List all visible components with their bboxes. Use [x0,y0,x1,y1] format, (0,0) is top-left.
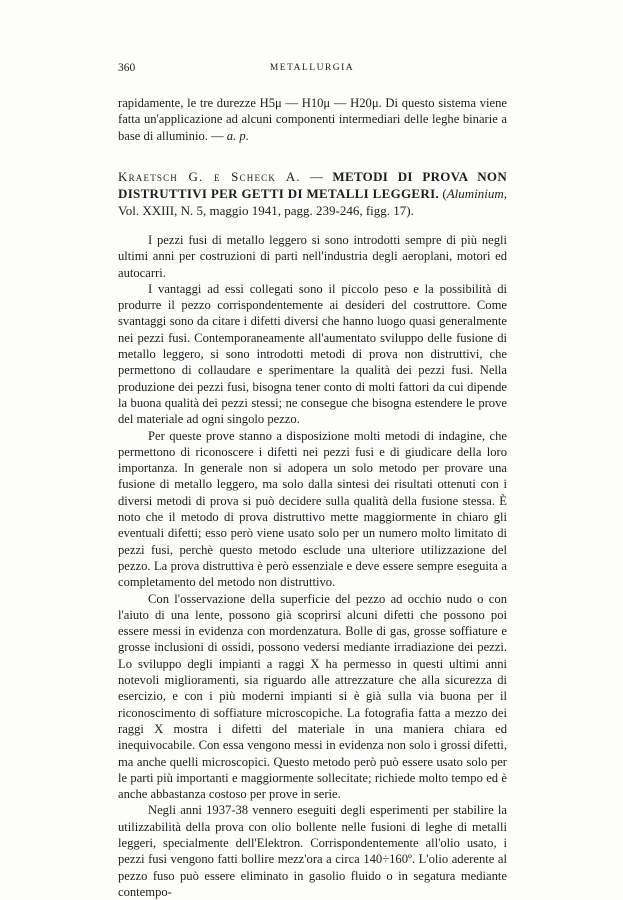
source-journal: Aluminium, [446,186,507,201]
paragraph: Con l'osservazione della superficie del pezzo ad occhio nudo o con l'aiuto di una lente, possono già scoprirsi alcuni difetti che possono poi essere messi in evidenza con mordenzatura. Bolle di gas, grosse soffiature e grosse inclusioni di ossidi, possono vedersi mediante irradiazione dei pezzi. Lo sviluppo degli impianti a raggi X ha permesso in questi ultimi anni notevoli miglioramenti, sia riguardo alle attrezzature che alla sicurezza di esercizio, e con i più moderni impianti si è già sulla via buona per il riconoscimento di soffiature microscopiche. La fotografia fatta a mezzo dei raggi X mostra i difetti del materiale in una maniera chiara ed inequivocabile. Con essa vengono messi in evidenza non solo i grossi difetti, ma anche quelli microscopici. Questo metodo però può essere usato solo per le parti più importanti e maggiormente sollecitate; richiede molto tempo ed è anche abbastanza costoso per prove in serie. [118,591,507,802]
paragraph: I pezzi fusi di metallo leggero si sono introdotti sempre di più negli ultimi anni per costruzioni di parti nell'industria degli aeroplani, motori ed autocarri. [118,233,507,280]
intro-signature: a. p. [226,128,249,143]
article-heading [118,168,507,219]
article-authors: Kraetsch G. e Scheck A. [118,169,301,184]
previous-article-ending [118,95,507,144]
paragraph: Negli anni 1937-38 vennero eseguiti degli esperimenti per stabilire la utilizzabilità della prova con olio bollente nelle fusioni di leghe di metalli leggeri, specialmente dell'Elektron. Corrispondentemente all'olio usato, i pezzi fusi vengono fatti bollire mezz'ora a circa 140÷160º. L'olio aderente al pezzo fuso può essere eliminato in gasolio fluido o in segatura mediante contempo- [118,803,507,899]
article-body [118,232,507,900]
intro-text: rapidamente, le tre durezze H5μ — H10μ — H20μ. Di questo sistema viene fatta un'applicazione ad alcuni componenti intermediari delle leghe binarie a base di alluminio. — [118,96,507,143]
heading-dash: — [300,169,333,184]
journal-title: METALLURGIA [269,63,355,73]
article-title: METODI DI PROVA NON DISTRUTTIVI PER GETTI DI METALLI LEGGERI. [118,169,508,201]
source-details: Vol. XXIII, N. 5, maggio 1941, pagg. 239-246, figg. 17). [118,203,414,218]
source-open: ( [439,186,447,201]
paragraph: Per queste prove stanno a disposizione molti metodi di indagine, che permettono di riconoscere i difetti nei pezzi fusi e di giudicare della loro importanza. In generale non si adopera un solo metodo per provare una fusione di metallo leggero, ma solo dalla sintesi dei risultati ottenuti con i diversi metodi di prova si può decidere sulla qualità della fusione stessa. È noto che il metodo di prova distruttivo mette maggiormente in chiaro gli eventuali difetti; esso però viene usato solo per un numero molto limitato di pezzi fusi, perchè questo metodo esclude una ulteriore utilizzazione del pezzo. La prova distruttiva è però essenziale e deve essere sempre eseguita a completamento del metodo non distruttivo. [118,428,507,590]
running-header [118,62,506,76]
paragraph: I vantaggi ad essi collegati sono il piccolo peso e la possibilità di produrre il pezzo corrispondentemente ai desideri del costruttore. Come svantaggi sono da citare i difetti diversi che hanno luogo quasi generalmente nei pezzi fusi. Contemporaneamente all'aumentato sviluppo delle fusione di metallo leggero, si sono introdotti metodi di prova non distruttivi, che permettono di collaudare e sperimentare la qualità dei pezzi fusi. Nella produzione dei pezzi fusi, bisogna tener conto di molti fattori da cui dipende la buona qualità dei pezzi stessi; ne consegue che bisogna estendere le prove del materiale ad ogni singolo pezzo. [118,281,507,427]
page-number: 360 [118,62,136,74]
